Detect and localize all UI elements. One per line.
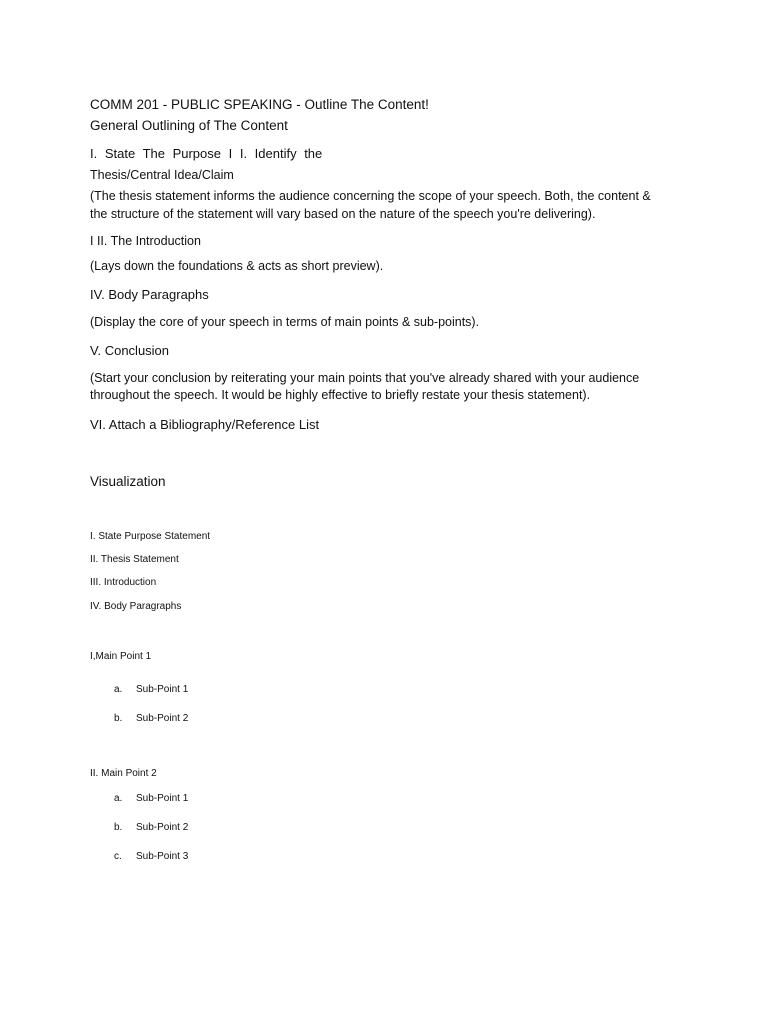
list-marker: c. — [114, 851, 122, 862]
visualization-item: IV. Body Paragraphs — [90, 601, 182, 612]
bibliography-heading: VI. Attach a Bibliography/Reference List — [90, 417, 320, 432]
visualization-item: III. Introduction — [90, 577, 157, 588]
thesis-description-line-2: the structure of the statement will vary based on the nature of the speech you're delivering). — [90, 207, 596, 221]
body-paragraphs-description: (Display the core of your speech in terms of main points & sub-points). — [90, 315, 480, 329]
visualization-item: I. State Purpose Statement — [90, 531, 211, 542]
list-marker: b. — [114, 713, 123, 724]
main-point-2-label: II. Main Point 2 — [90, 768, 157, 779]
conclusion-description-line-2: throughout the speech. It would be highly effective to briefly restate your thesis statement). — [90, 388, 591, 402]
sub-point-label: Sub-Point 3 — [136, 851, 189, 862]
sub-point-label: Sub-Point 1 — [136, 684, 189, 695]
sub-point-label: Sub-Point 2 — [136, 822, 189, 833]
purpose-heading-continued: Thesis/Central Idea/Claim — [90, 168, 234, 182]
document-subtitle: General Outlining of The Content — [90, 118, 288, 133]
list-marker: b. — [114, 822, 123, 833]
document-title: COMM 201 - PUBLIC SPEAKING - Outline The Content! — [90, 97, 429, 112]
purpose-heading: I. State The Purpose I I. Identify the — [90, 146, 323, 161]
thesis-description-line-1: (The thesis statement informs the audience concerning the scope of your speech. Both, the content & — [90, 189, 651, 203]
conclusion-description-line-1: (Start your conclusion by reiterating your main points that you've already shared with your audience — [90, 371, 640, 385]
main-point-1-label: I,Main Point 1 — [90, 651, 152, 662]
introduction-heading: I II. The Introduction — [90, 234, 201, 248]
visualization-heading: Visualization — [90, 474, 166, 489]
visualization-item: II. Thesis Statement — [90, 554, 179, 565]
conclusion-heading: V. Conclusion — [90, 343, 170, 358]
sub-point-label: Sub-Point 2 — [136, 713, 189, 724]
sub-point-label: Sub-Point 1 — [136, 793, 189, 804]
list-marker: a. — [114, 793, 123, 804]
body-paragraphs-heading: IV. Body Paragraphs — [90, 287, 209, 302]
list-marker: a. — [114, 684, 123, 695]
introduction-description: (Lays down the foundations & acts as short preview). — [90, 259, 384, 273]
